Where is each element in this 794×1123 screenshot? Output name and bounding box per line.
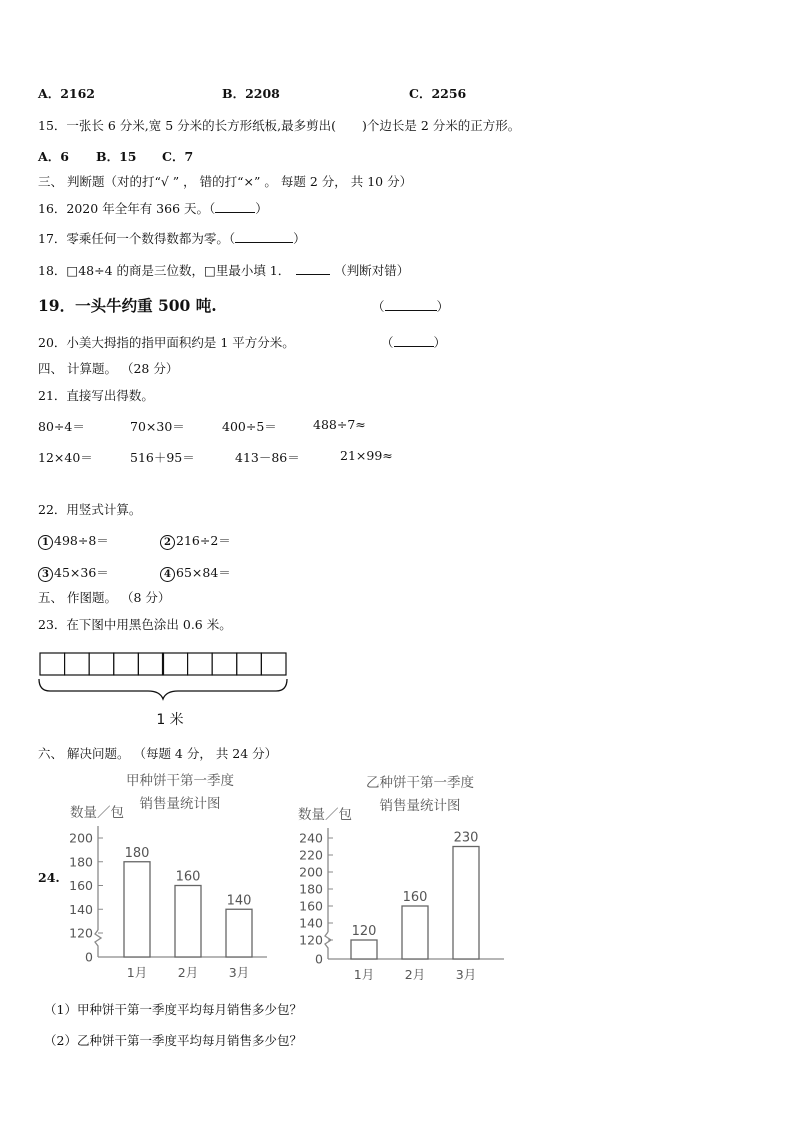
q15-option-b: B．15 bbox=[96, 149, 137, 164]
chart-yi bbox=[292, 772, 507, 987]
q20-close: ） bbox=[433, 335, 447, 350]
y-tick-label: 160 bbox=[299, 898, 323, 914]
q15-option-c: C．7 bbox=[162, 149, 194, 164]
ruler-cell bbox=[89, 653, 114, 675]
x-tick-label: 3月 bbox=[228, 965, 250, 980]
q21-expr: 70×30＝ bbox=[130, 419, 185, 434]
q16-blank[interactable] bbox=[215, 200, 255, 213]
bar bbox=[175, 886, 201, 958]
ruler-cell bbox=[114, 653, 139, 675]
q14-option-b: B．2208 bbox=[222, 86, 280, 101]
y-tick-label: 200 bbox=[299, 864, 323, 880]
q18 bbox=[38, 261, 409, 279]
q22-expr: 45×36＝ bbox=[54, 565, 109, 580]
y-tick-label: 160 bbox=[69, 878, 93, 893]
y-tick-label: 140 bbox=[69, 901, 93, 917]
brace bbox=[39, 679, 287, 699]
bar-value-label: 180 bbox=[124, 845, 150, 861]
q17 bbox=[38, 229, 306, 247]
chart-title: 乙种饼干第一季度 bbox=[366, 775, 474, 791]
bar bbox=[124, 862, 150, 957]
q16-text: 16．2020 年全年有 366 天。（ bbox=[38, 201, 216, 216]
y-tick-label: 240 bbox=[299, 830, 323, 846]
q14-option-c: C．2256 bbox=[409, 86, 467, 101]
q22-item bbox=[38, 563, 109, 582]
q21-expr: 80÷4＝ bbox=[38, 419, 85, 434]
ruler-cells[interactable] bbox=[40, 653, 286, 675]
y-tick-label: 120 bbox=[299, 932, 323, 948]
q20-open: （ bbox=[381, 335, 394, 350]
section6-title: 六、 解决问题。 （每题 4 分， 共 24 分） bbox=[38, 746, 278, 761]
x-tick-label: 3月 bbox=[455, 967, 477, 982]
ruler-cell bbox=[237, 653, 262, 675]
y-axis-label: 数量／包 bbox=[298, 807, 352, 823]
chart-title: 甲种饼干第一季度 bbox=[126, 773, 234, 789]
q16 bbox=[38, 199, 268, 217]
q22-item bbox=[38, 531, 109, 550]
q15-question bbox=[38, 116, 520, 134]
q16-close: ） bbox=[255, 201, 268, 216]
q22-expr: 498÷8＝ bbox=[54, 533, 109, 548]
chart-subtitle: 销售量统计图 bbox=[379, 798, 461, 814]
q15-text-before: 15．一张长 6 分米,宽 5 分米的长方形纸板,最多剪出( bbox=[38, 118, 337, 133]
x-tick-label: 2月 bbox=[177, 965, 199, 980]
y-axis-label: 数量／包 bbox=[70, 805, 124, 821]
ruler-cell bbox=[188, 653, 213, 675]
q17-blank[interactable] bbox=[235, 230, 293, 243]
y-tick-label: 140 bbox=[299, 915, 323, 931]
q21-expr: 516＋95＝ bbox=[130, 450, 195, 465]
q18-note: （判断对错） bbox=[334, 263, 410, 278]
ruler-cell bbox=[163, 653, 188, 675]
q24-number: 24. bbox=[38, 870, 60, 885]
q19-close: ） bbox=[436, 299, 450, 314]
q19-open: （ bbox=[372, 299, 385, 314]
q20-blank[interactable] bbox=[394, 334, 434, 347]
ruler-cell bbox=[65, 653, 90, 675]
x-tick-label: 1月 bbox=[353, 967, 375, 982]
q18-text: 18．□48÷4 的商是三位数，□里最小填 1． bbox=[38, 263, 291, 278]
bar-value-label: 120 bbox=[351, 924, 377, 939]
bar bbox=[226, 909, 252, 957]
axis-break bbox=[95, 930, 101, 957]
circled-number: 4 bbox=[160, 567, 175, 582]
chart-subtitle: 销售量统计图 bbox=[139, 796, 221, 812]
q19-blank[interactable] bbox=[385, 298, 437, 311]
bar-value-label: 160 bbox=[175, 869, 201, 885]
ruler-cell bbox=[40, 653, 65, 675]
x-tick-label: 1月 bbox=[126, 965, 148, 980]
bar bbox=[402, 906, 428, 959]
y-tick-label: 200 bbox=[69, 830, 93, 846]
q21-expr: 413－86＝ bbox=[235, 450, 300, 465]
ruler-cell bbox=[261, 653, 286, 675]
q24-sub2: （2）乙种饼干第一季度平均每月销售多少包？ bbox=[44, 1033, 302, 1048]
q21-expr: 21×99≈ bbox=[340, 448, 393, 463]
q21-expr: 12×40＝ bbox=[38, 450, 93, 465]
q15-text-after: )个边长是 2 分米的正方形。 bbox=[362, 118, 521, 133]
y-tick-label: 180 bbox=[69, 854, 93, 870]
q15-option-a: A．6 bbox=[38, 149, 69, 164]
q19-text: 19．一头牛约重 500 吨. bbox=[38, 296, 217, 315]
q20-answer bbox=[381, 333, 446, 351]
q23-ruler bbox=[36, 650, 298, 732]
q24-sub1: （1）甲种饼干第一季度平均每月销售多少包？ bbox=[44, 1002, 302, 1017]
section5-title: 五、 作图题。 （8 分） bbox=[38, 590, 171, 605]
q22-item bbox=[160, 531, 231, 550]
q21-expr: 488÷7≈ bbox=[313, 417, 366, 432]
q17-text: 17．零乘任何一个数得数都为零。（ bbox=[38, 231, 236, 246]
y-tick-label: 180 bbox=[299, 881, 323, 897]
q19-answer bbox=[372, 297, 449, 315]
axis-break bbox=[325, 932, 331, 959]
q18-blank[interactable] bbox=[296, 262, 330, 275]
section3-title: 三、 判断题（对的打“√ ” ， 错的打“×” 。 每题 2 分， 共 10 分） bbox=[38, 174, 413, 189]
q21-expr: 400÷5＝ bbox=[222, 419, 277, 434]
q21-title: 21．直接写出得数。 bbox=[38, 388, 154, 403]
circled-number: 1 bbox=[38, 535, 53, 550]
q22-expr: 65×84＝ bbox=[176, 565, 231, 580]
q23-title: 23．在下图中用黑色涂出 0.6 米。 bbox=[38, 617, 232, 632]
bar-value-label: 140 bbox=[226, 893, 252, 909]
bar bbox=[351, 940, 377, 959]
section4-title: 四、 计算题。 （28 分） bbox=[38, 361, 179, 376]
circled-number: 3 bbox=[38, 567, 53, 582]
q22-title: 22．用竖式计算。 bbox=[38, 502, 142, 517]
ruler-cell bbox=[212, 653, 237, 675]
y-tick-label: 0 bbox=[85, 949, 93, 965]
y-tick-label: 220 bbox=[299, 847, 323, 863]
q22-expr: 216÷2＝ bbox=[176, 533, 231, 548]
ruler-cell bbox=[138, 653, 163, 675]
ruler-label: 1 米 bbox=[156, 712, 184, 728]
x-tick-label: 2月 bbox=[404, 967, 426, 982]
bar-value-label: 160 bbox=[402, 890, 428, 905]
circled-number: 2 bbox=[160, 535, 175, 550]
chart-jia bbox=[62, 770, 272, 985]
bar-value-label: 230 bbox=[453, 830, 479, 846]
y-tick-label: 0 bbox=[315, 951, 323, 967]
y-tick-label: 120 bbox=[69, 925, 93, 941]
q22-item bbox=[160, 563, 231, 582]
q20-text: 20．小美大拇指的指甲面积约是 1 平方分米。 bbox=[38, 335, 295, 350]
q17-close: ） bbox=[293, 231, 306, 246]
q14-option-a: A．2162 bbox=[38, 86, 95, 101]
bar bbox=[453, 847, 479, 960]
